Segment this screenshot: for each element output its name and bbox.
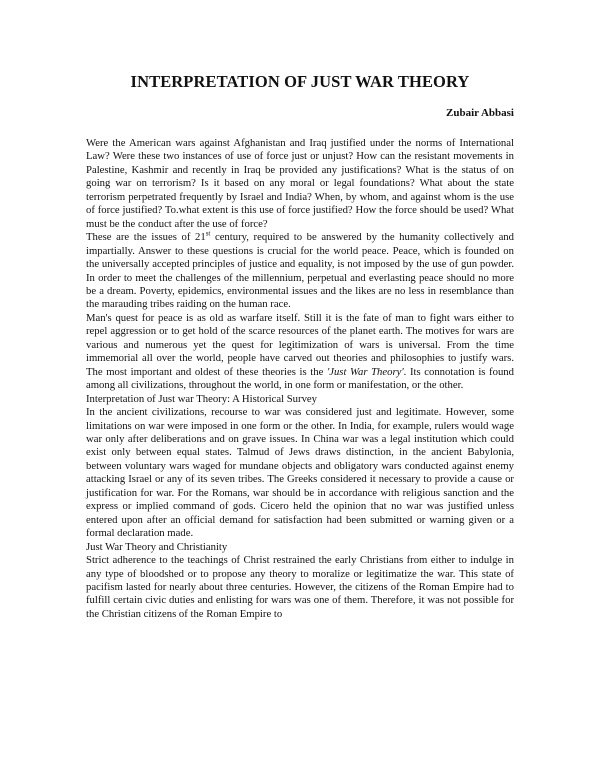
paragraph-text: These are the issues of 21 (86, 231, 206, 244)
paragraph-text: Man's quest for peace is as old as warfare itself. Still it is the fate of man to fight wars either to repel aggression or to get hold of the scarce resources of the planet earth. The motives for wars are various and numerous yet the quest for legitimization of wars is universal. From the time immemorial all over the world, people have carved out theories and philosophies to justify wars. The most important and oldest of these theories is the (86, 311, 514, 378)
italic-term-just-war-theory: 'Just War Theory' (326, 365, 404, 378)
document-title: INTERPRETATION OF JUST WAR THEORY (130, 72, 470, 91)
paragraph-text: century, required to be answered by the humanity collectively and impartially. Answer to these questions is crucial for the world peace. Peace, which is founded on the universally accepted principles of justice and equality, is not imposed by the use of gun powder. In order to meet the challenges of the millennium, perpetual and everlasting peace should no more be a dream. Poverty, epidemics, environmental issues and the likes are no less in resemblance than the marauding tribes raiding on the human race. (86, 231, 514, 311)
author-name: Zubair Abbasi (446, 107, 514, 119)
superscript-ordinal: st (205, 229, 211, 238)
section-heading-historical-survey: Interpretation of Just war Theory: A Historical Survey (86, 392, 318, 405)
paragraph-text: . Its connotation is found among all civilizations, throughout the world, in one form or manifestation, or the other. (86, 365, 514, 392)
paragraph-early-christians: Strict adherence to the teachings of Christ restrained the early Christians from either to indulge in any type of bloodshed or to propose any theory to moralize or legitimatize the war. This state of pacifism lasted for nearly about three centuries. However, the citizens of the Roman Empire had to fulfill certain civic duties and enlisting for wars was one of them. Therefore, it was not possible for the Christian citizens of the Roman Empire to (86, 554, 514, 620)
paragraph-quest-for-peace (86, 312, 514, 393)
paragraph-ancient-civilizations: In the ancient civilizations, recourse to war was considered just and legitimate. However, some limitations on war were imposed in one form or the other. In India, for example, rulers would wage war only after deliberations and on grave issues. In China war was a legal institution which could exist only between equal states. Talmud of Jews draws distinction, in the ancient Babylonia, between voluntary wars waged for mundane objects and obligatory wars conducted against enemy attacking Israel or any of its seven tribes. The Greeks considered it necessary to provide a cause or justification for war. For the Romans, war should be in accordance with religious sanction and the express or implied command of gods. Cicero held the opinion that no war was justified unless entered upon after an official demand for satisfaction had been submitted or warning given or a formal declaration made. (86, 406, 514, 540)
document-body (86, 137, 514, 621)
section-heading-christianity: Just War Theory and Christianity (86, 540, 228, 553)
paragraph-intro-questions: Were the American wars against Afghanistan and Iraq justified under the norms of International Law? Were these two instances of use of force just or unjust? How can the resistant movements in Palestine, Kashmir and recently in Iraq be provided any justifications? What is the status of on going war on terrorism? Is it based on any moral or legal foundations? What about the state terrorism perpetrated frequently by Israel and India? When, by whom, and against whom is the use of force justified? To.what extent is this use of force justified? How the force should be used? What must be the conduct after the use of force? (86, 137, 514, 230)
paragraph-21st-century-issues (86, 231, 514, 312)
